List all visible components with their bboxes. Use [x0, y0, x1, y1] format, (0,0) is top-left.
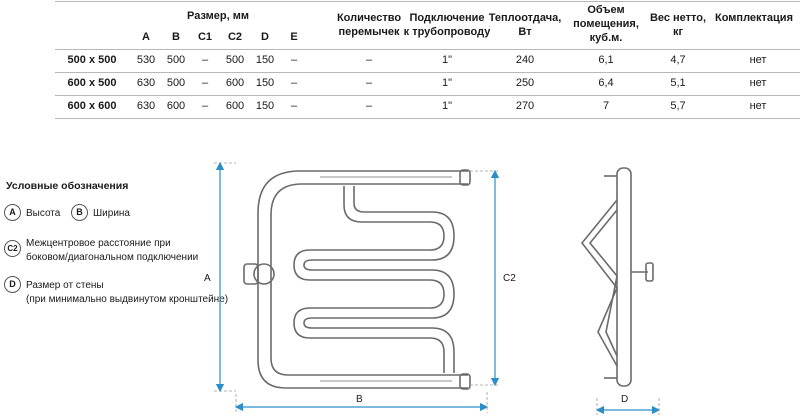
- cell-heat: 250: [515, 77, 535, 89]
- cell-volume: 6,4: [598, 77, 614, 89]
- cell-weight: 5,7: [670, 100, 686, 112]
- legend-a-text: Высота: [26, 208, 61, 219]
- coil-pipe-outer: [294, 186, 444, 373]
- cell-c2: 500: [225, 54, 245, 66]
- dimension-d-label: D: [621, 394, 629, 405]
- header-jumpers-line1: Количество: [336, 12, 402, 24]
- badge-b: B: [71, 204, 88, 221]
- dimension-c2: [470, 171, 516, 385]
- cell-d: 150: [255, 100, 275, 112]
- legend-d-text-line2: (при минимально выдвинутом кронштейне): [26, 294, 229, 305]
- cell-connection: 1": [441, 54, 453, 66]
- cell-b: 600: [166, 100, 186, 112]
- cell-volume: 6,1: [598, 54, 614, 66]
- cell-kit: нет: [749, 77, 767, 89]
- header-col-b: B: [172, 31, 180, 43]
- legend-c2-text-line2: боковом/диагональном подключении: [26, 252, 199, 263]
- row-model: 600 x 500: [67, 77, 117, 89]
- row-model: 500 x 500: [67, 54, 117, 66]
- cell-a: 530: [136, 54, 156, 66]
- cell-heat: 240: [515, 54, 535, 66]
- header-weight-line2: кг: [672, 26, 684, 38]
- cell-b: 500: [166, 77, 186, 89]
- header-volume-line2: помещения,: [573, 18, 639, 30]
- side-vertical-pipe: [617, 168, 631, 386]
- cell-c1: –: [201, 77, 209, 89]
- cell-c1: –: [201, 54, 209, 66]
- badge-c2: C2: [4, 240, 21, 257]
- cell-e: –: [290, 77, 298, 89]
- legend-title: Условные обозначения: [6, 180, 129, 192]
- header-jumpers-line2: перемычек: [338, 26, 400, 38]
- dimension-c2-label: C2: [503, 273, 516, 284]
- cell-heat: 270: [515, 100, 535, 112]
- dimension-b: [236, 392, 487, 413]
- cell-e: –: [290, 100, 298, 112]
- header-heat-line1: Теплоотдача,: [488, 12, 562, 24]
- cell-c2: 600: [225, 77, 245, 89]
- legend-b-text: Ширина: [93, 208, 130, 219]
- cell-connection: 1": [441, 100, 453, 112]
- top-end-cap: [460, 170, 470, 185]
- header-col-c2: C2: [227, 31, 243, 43]
- header-volume-line3: куб.м.: [589, 32, 623, 44]
- header-heat-line2: Вт: [518, 26, 532, 38]
- cell-c1: –: [201, 100, 209, 112]
- bottom-end-cap: [460, 374, 470, 389]
- cell-jumpers: –: [365, 54, 373, 66]
- dryer-side-view: [582, 168, 653, 386]
- badge-d: D: [4, 276, 21, 293]
- cell-d: 150: [255, 54, 275, 66]
- cell-jumpers: –: [365, 77, 373, 89]
- cell-volume: 7: [602, 100, 610, 112]
- cell-e: –: [290, 54, 298, 66]
- badge-a: A: [4, 204, 21, 221]
- side-coil-outer: [582, 200, 617, 366]
- header-kit: Комплектация: [715, 12, 793, 24]
- cell-kit: нет: [749, 54, 767, 66]
- cell-jumpers: –: [365, 100, 373, 112]
- header-weight-line1: Вес нетто,: [649, 12, 707, 24]
- row-model: 600 x 600: [67, 100, 117, 112]
- dimension-a-label: A: [204, 273, 211, 284]
- dimension-d: [597, 394, 659, 415]
- legend-d-text-line1: Размер от стены: [26, 280, 104, 291]
- cell-b: 500: [166, 54, 186, 66]
- cell-a: 630: [136, 100, 156, 112]
- cell-connection: 1": [441, 77, 453, 89]
- header-connection-line1: Подключение: [409, 12, 485, 24]
- legend-c2-text-line1: Межцентровое расстояние при: [26, 238, 171, 249]
- dimension-a: [204, 163, 236, 391]
- header-size-group: Размер, мм: [187, 10, 249, 22]
- cell-weight: 5,1: [670, 77, 686, 89]
- header-volume-line1: Объем: [587, 4, 625, 16]
- cell-weight: 4,7: [670, 54, 686, 66]
- cell-c2: 600: [225, 100, 245, 112]
- cell-a: 630: [136, 77, 156, 89]
- header-connection-line2: к трубопроводу: [403, 26, 491, 38]
- header-col-a: A: [142, 31, 150, 43]
- header-col-d: D: [261, 31, 269, 43]
- cell-kit: нет: [749, 100, 767, 112]
- header-col-c1: C1: [197, 31, 213, 43]
- dimension-b-label: B: [356, 394, 363, 405]
- dryer-front-view: [244, 170, 470, 389]
- header-col-e: E: [290, 31, 298, 43]
- cell-d: 150: [255, 77, 275, 89]
